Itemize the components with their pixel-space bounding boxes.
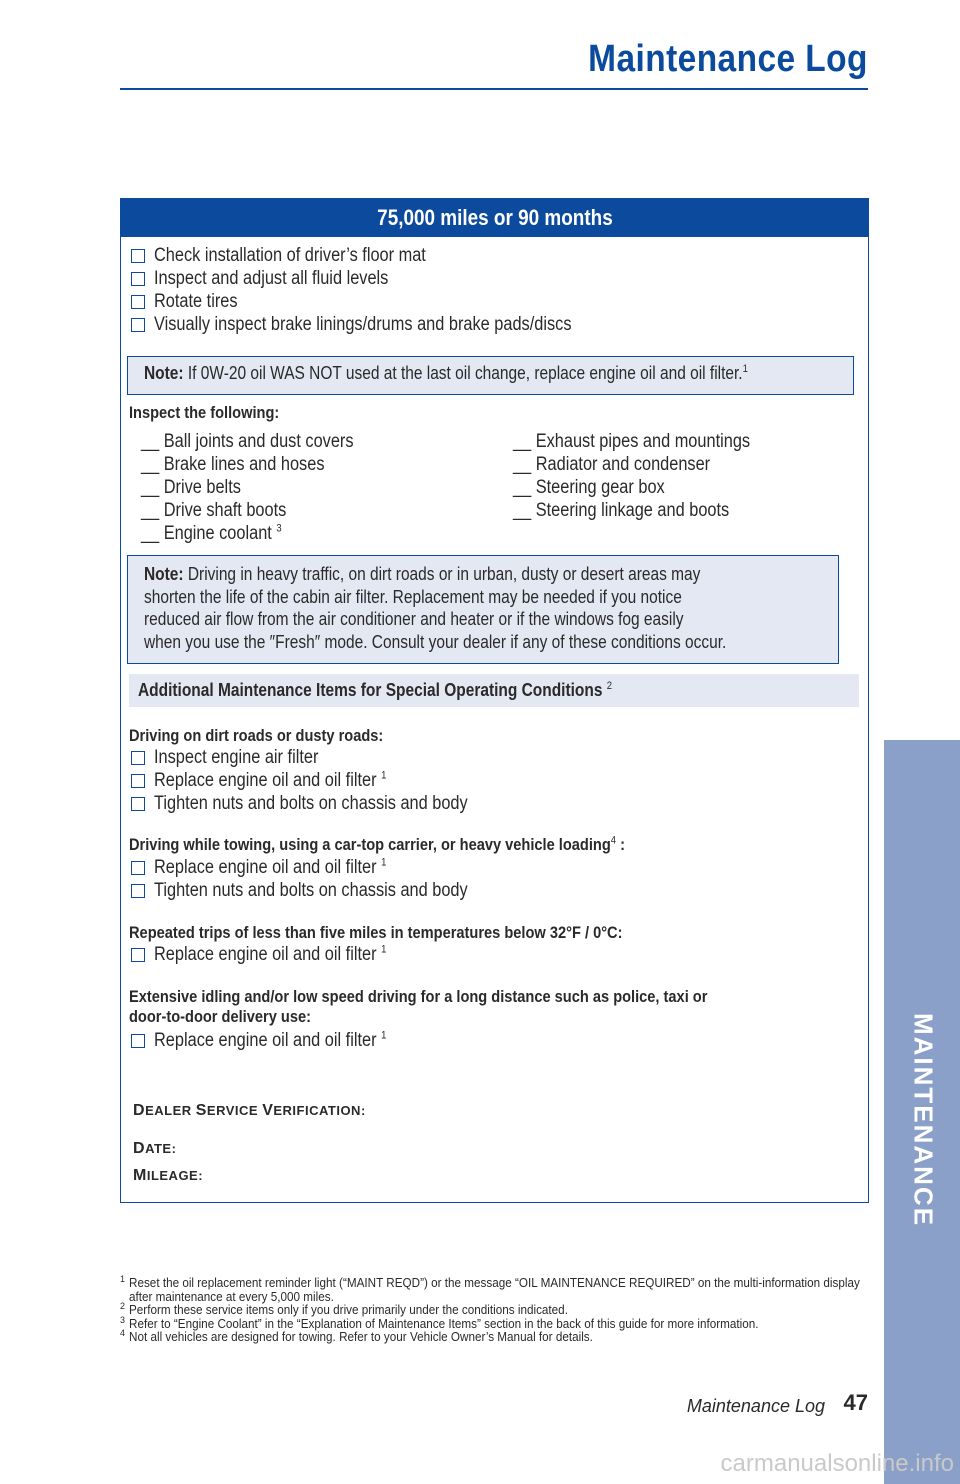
cabin-filter-note <box>127 555 839 664</box>
footnotes <box>120 1276 864 1344</box>
condition-item[interactable] <box>131 880 519 902</box>
interval-header: 75,000 miles or 90 months <box>121 199 868 237</box>
footer-section-label: Maintenance Log <box>686 1396 825 1416</box>
inspect-item-left: __ Drive belts <box>141 477 241 498</box>
inspect-item-right: __ Radiator and condenser <box>513 454 711 475</box>
side-tab-label: MAINTENANCE <box>908 1012 939 1228</box>
checkbox-icon[interactable] <box>131 318 145 332</box>
inspect-item-left: __ Brake lines and hoses <box>141 454 325 475</box>
title-rule <box>120 88 868 90</box>
checkbox-icon[interactable] <box>131 1034 145 1048</box>
note-label: Note: <box>144 564 184 584</box>
footnote: 3 Refer to “Engine Coolant” in the “Explanation of Maintenance Items” section in the back of this guide for more information. <box>120 1314 759 1331</box>
condition-item[interactable] <box>131 1030 424 1052</box>
footnote: 1 Reset the oil replacement reminder light (“MAINT REQD”) or the message “OIL MAINTENANCE REQUIRED” on the multi-information display after maintenance at every 5,000 miles. <box>120 1274 860 1304</box>
note-line: reduced air flow from the air conditioner and heater or if the windows fog easily <box>144 609 684 629</box>
condition-item-label: Replace engine oil and oil filter $^1$ <box>154 769 387 791</box>
note-line: Driving in heavy traffic, on dirt roads or in urban, dusty or desert areas may <box>187 564 701 584</box>
inspect-heading: Inspect the following: <box>129 403 280 422</box>
note-label: Note: <box>144 363 184 383</box>
condition-item-label: Replace engine oil and oil filter $^1$ <box>154 856 387 878</box>
inspect-item-left: __ Ball joints and dust covers <box>141 431 354 452</box>
condition-title: Repeated trips of less than five miles in temperatures below 32°F / 0°C: <box>129 923 623 942</box>
inspect-item-left: __ Engine coolant $^3$ <box>141 522 282 544</box>
checkbox-icon[interactable] <box>131 861 145 875</box>
maintenance-box <box>120 198 869 1203</box>
note-line: when you use the ″Fresh″ mode. Consult your dealer if any of these conditions occur. <box>144 631 727 652</box>
checkbox-icon[interactable] <box>131 797 145 811</box>
note-text: If 0W-20 oil WAS NOT used at the last oil change, replace engine oil and oil filter. <box>187 363 743 383</box>
condition-title: Driving while towing, using a car-top carrier, or heavy vehicle loading$^4$ : <box>129 834 625 854</box>
condition-item[interactable] <box>131 793 519 815</box>
inspect-item-left: __ Drive shaft boots <box>141 500 287 521</box>
checkbox-icon[interactable] <box>131 249 145 263</box>
checkbox-icon[interactable] <box>131 272 145 286</box>
condition-item-label: Replace engine oil and oil filter $^1$ <box>154 1029 387 1051</box>
page-number: 47 <box>843 1390 868 1415</box>
checklist-item[interactable] <box>131 245 470 267</box>
checkbox-icon[interactable] <box>131 295 145 309</box>
footnote: 4 Not all vehicles are designed for towing. Refer to your Vehicle Owner’s Manual for details. <box>120 1328 593 1344</box>
checkbox-icon[interactable] <box>131 774 145 788</box>
special-conditions-heading: Additional Maintenance Items for Special Operating Conditions $^2$ <box>129 674 859 707</box>
inspect-item-right: __ Steering linkage and boots <box>513 500 730 521</box>
condition-item[interactable] <box>131 944 424 966</box>
checklist-label: Inspect and adjust all fluid levels <box>154 268 389 289</box>
checklist-item[interactable] <box>131 291 251 313</box>
condition-title: Extensive idling and/or low speed driving for a long distance such as police, taxi or door-to-door delivery use: <box>129 987 708 1026</box>
checklist-label: Visually inspect brake linings/drums and brake pads/discs <box>154 314 572 335</box>
checklist-label: Rotate tires <box>154 291 238 312</box>
condition-item-label: Replace engine oil and oil filter $^1$ <box>154 943 387 965</box>
inspect-item-right: __ Exhaust pipes and mountings <box>513 431 751 452</box>
checkbox-icon[interactable] <box>131 884 145 898</box>
condition-item-label: Tighten nuts and bolts on chassis and body <box>154 880 468 901</box>
mileage-label[interactable]: MILEAGE: <box>133 1167 204 1184</box>
checklist-item[interactable] <box>131 314 639 336</box>
condition-item-label: Tighten nuts and bolts on chassis and body <box>154 793 468 814</box>
date-label[interactable]: DATE: <box>133 1140 177 1157</box>
checkbox-icon[interactable] <box>131 948 145 962</box>
checklist-label: Check installation of driver’s floor mat <box>154 245 426 266</box>
checklist-item[interactable] <box>131 268 427 290</box>
condition-item[interactable] <box>131 747 345 769</box>
checkbox-icon[interactable] <box>131 751 145 765</box>
watermark: carmanualsonline.info <box>720 1450 954 1477</box>
oil-note <box>127 356 854 395</box>
condition-item-label: Inspect engine air filter <box>154 747 319 768</box>
footnote: 2 Perform these service items only if you drive primarily under the conditions indicated. <box>120 1301 568 1317</box>
note-sup: 1 <box>742 363 748 375</box>
note-line: shorten the life of the cabin air filter. Replacement may be needed if you notice <box>144 586 682 607</box>
dealer-verification-label[interactable]: DEALER SERVICE VERIFICATION: <box>133 1102 366 1119</box>
condition-item[interactable] <box>131 770 424 792</box>
condition-item[interactable] <box>131 857 424 879</box>
condition-title: Driving on dirt roads or dusty roads: <box>129 726 384 745</box>
inspect-item-right: __ Steering gear box <box>513 477 665 498</box>
page-title: Maintenance Log <box>588 38 868 80</box>
